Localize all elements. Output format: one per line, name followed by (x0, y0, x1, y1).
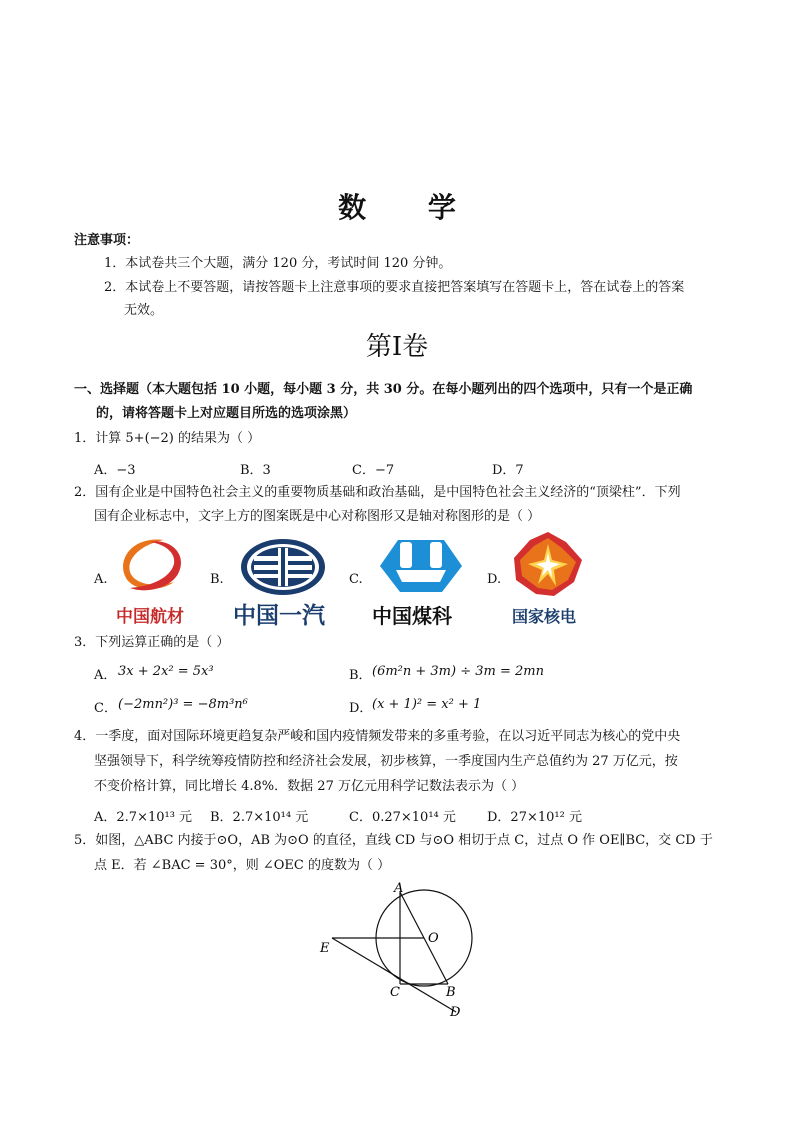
logo-c-emblem-icon (378, 536, 464, 596)
logo-c-text: 中国煤科 (372, 604, 452, 628)
label-c: C (390, 985, 400, 1000)
q2-option-d-label: D. (487, 572, 502, 587)
logo-a-text: 中国航材 (116, 607, 184, 627)
q1-option-c: C．−7 (352, 463, 395, 478)
q5-stem-line1: 5．如图，△ABC 内接于⊙O，AB 为⊙O 的直径，直线 CD 与⊙O 相切于点 C，过点 O 作 OE∥BC，交 CD 于 (74, 833, 713, 848)
logo-d-text: 国家核电 (512, 607, 577, 626)
q5-stem-line2: 点 E．若 ∠BAC = 30°，则 ∠OEC 的度数为（ ） (94, 858, 391, 873)
label-d: D (450, 1005, 461, 1020)
q1-option-d: D．7 (492, 463, 524, 478)
notice-item-1: 1．本试卷共三个大题，满分 120 分，考试时间 120 分钟。 (104, 256, 452, 271)
exam-title: 数 学 (338, 191, 482, 224)
q3-option-d-label: D． (349, 701, 373, 716)
q4-option-a: A．2.7×10¹³ 元 (94, 810, 193, 825)
q2-stem-line1: 2．国有企业是中国特色社会主义的重要物质基础和政治基础，是中国特色社会主义经济的“顶梁柱”．下列 (74, 485, 681, 500)
q3-option-a-label: A． (94, 668, 117, 683)
q4-stem-line2: 坚强领导下，科学统筹疫情防控和经济社会发展，初步核算，一季度国内生产总值约为 27 万亿元，按 (94, 754, 678, 769)
q1-option-b: B．3 (240, 463, 271, 478)
label-b: B (446, 985, 456, 1000)
q2-stem-line2: 国有企业标志中，文字上方的图案既是中心对称图形又是轴对称图形的是（ ） (94, 509, 541, 524)
label-a: A (394, 881, 404, 896)
q4-option-c: C．0.27×10¹⁴ 元 (349, 810, 456, 825)
volume-heading: 第I卷 (365, 332, 429, 362)
q3-option-c-label: C． (94, 701, 117, 716)
logo-d-emblem-icon (510, 530, 586, 600)
q2-option-b-label: B. (210, 572, 224, 587)
tangent-cd (332, 938, 456, 1012)
notice-item-2-cont: 无效。 (124, 303, 164, 318)
q4-option-d: D．27×10¹² 元 (487, 810, 582, 825)
notice-item-2: 2．本试卷上不要答题，请按答题卡上注意事项的要求直接把答案填写在答题卡上，答在试卷上的答案 (104, 280, 685, 295)
q1-option-a: A．−3 (94, 463, 136, 478)
logo-a-swoosh-icon (112, 534, 188, 598)
q2-option-c-label: C. (349, 572, 363, 587)
q5-geometry-figure (310, 880, 490, 1020)
q2-option-a-label: A. (94, 572, 108, 587)
notice-heading: 注意事项： (74, 233, 140, 248)
logo-b-emblem-icon (240, 538, 326, 596)
label-e: E (320, 941, 330, 956)
q3-stem: 3．下列运算正确的是（ ） (74, 635, 230, 650)
q3-option-c: (−2mn²)³ = −8m³n⁶ (118, 697, 248, 712)
q1-stem: 1．计算 5+(−2) 的结果为（ ） (74, 431, 261, 446)
section-heading-cont: 的，请将答题卡上对应题目所选的选项涂黑） (96, 406, 357, 421)
q3-option-b: (6m²n + 3m) ÷ 3m = 2mn (372, 664, 544, 679)
q4-stem-line1: 4．一季度，面对国际环境更趋复杂严峻和国内疫情频发带来的多重考验，在以习近平同志为核心的党中央 (74, 729, 681, 744)
q4-option-b: B．2.7×10¹⁴ 元 (210, 810, 309, 825)
q3-option-b-label: B． (349, 668, 372, 683)
label-o: O (428, 931, 439, 946)
q3-option-d: (x + 1)² = x² + 1 (372, 697, 482, 712)
q3-option-a: 3x + 2x² = 5x³ (118, 664, 214, 679)
q4-stem-line3: 不变价格计算，同比增长 4.8%．数据 27 万亿元用科学记数法表示为（ ） (94, 779, 525, 794)
logo-b-text: 中国一汽 (233, 603, 325, 629)
section-heading: 一、选择题（本大题包括 10 小题，每小题 3 分，共 30 分。在每小题列出的四个选项中，只有一个是正确 (74, 382, 693, 397)
